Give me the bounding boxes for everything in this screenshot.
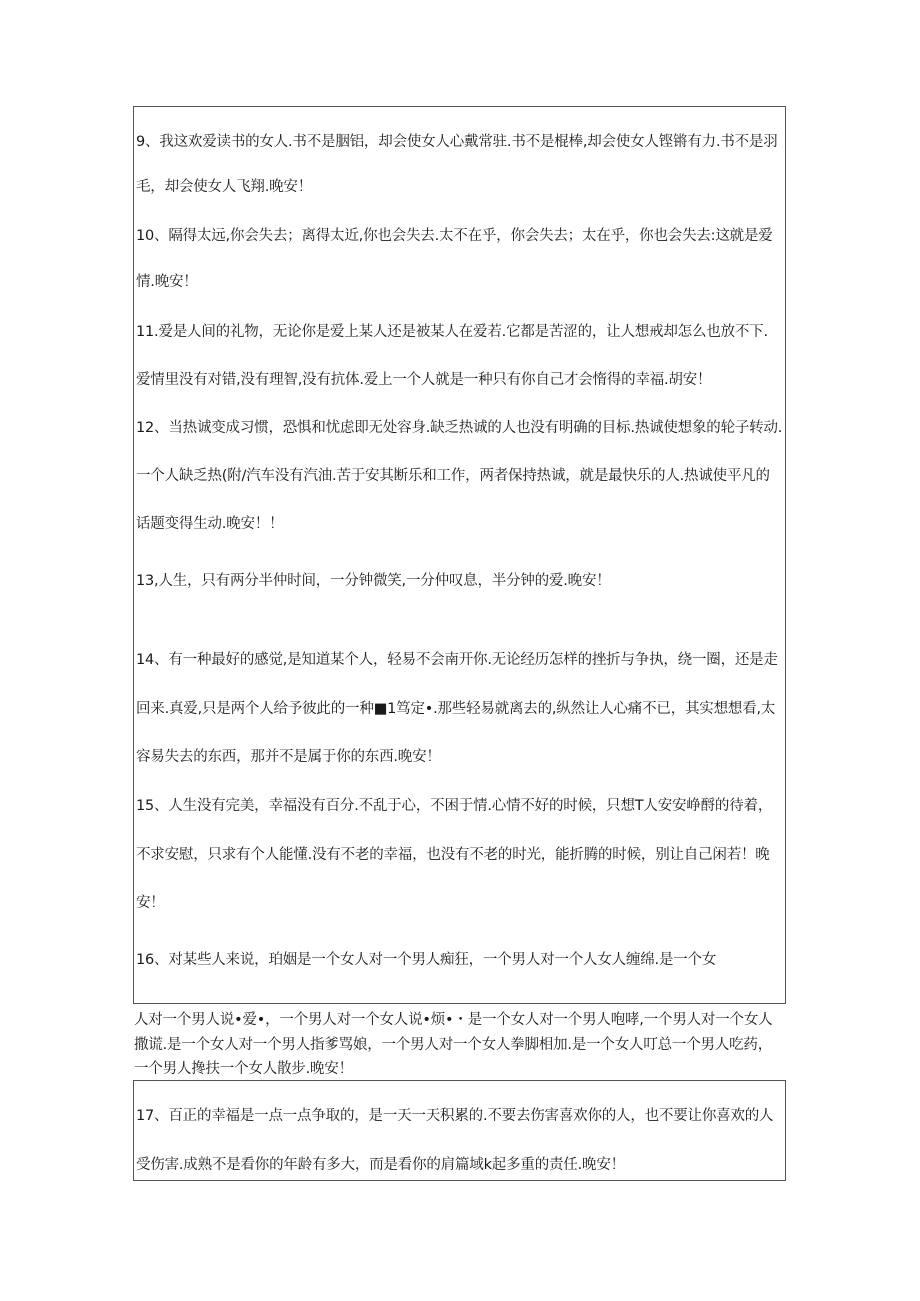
text-line: 17、百正的幸福是一点一点争取的，是一天一天积累的.不要去伤害喜欢你的人，也不要让你喜欢的人 bbox=[136, 1108, 774, 1124]
text-line: 一个男人搀扶一个女人散步.晚安！ bbox=[134, 1061, 353, 1077]
text-line: 11.爱是人间的礼物，无论你是爱上某人还是被某人在爱若.它都是苦涩的，让人想戒却怎么也放不下. bbox=[136, 324, 768, 340]
text-line: 爱情里没有对错,没有理智,没有抗体.爱上一个人就是一种只有你自己才会惰得的幸福.胡安！ bbox=[136, 372, 712, 388]
text-line: 12、当热诚变成习惯，恐惧和忧虑即无处容身.缺乏热诚的人也没有明确的目标.热诚使想象的轮子转动. bbox=[136, 420, 783, 436]
text-line: 回来.真爱,只是两个人给予彼此的一种■1笃定•.那些轻易就离去的,纵然让人心痛不已，其实想想看,太 bbox=[136, 701, 776, 717]
text-line: 毛，却会使女人飞翔.晚安！ bbox=[136, 179, 313, 195]
text-line: 撒谎.是一个女人对一个男人指爹骂娘，一个男人对一个女人拳脚相加.是一个女人叮总一个男人吃药， bbox=[134, 1037, 773, 1053]
text-line: 13,人生，只有两分半仲时间，一分钟微笑,一分仲叹息，半分钟的爱.晚安！ bbox=[136, 573, 611, 589]
text-line: 情.晚安！ bbox=[136, 274, 198, 290]
text-line: 受伤害.成熟不是看你的年龄有多大，而是看你的肩篇域k起多重的责任.晚安！ bbox=[136, 1157, 625, 1173]
text-line: 话题变得生动.晚安！！ bbox=[136, 516, 284, 532]
text-line: 10、隔得太远,你会失去；离得太近,你也会失去.太不在乎，你会失去；太在乎，你也会失去:这就是爱 bbox=[136, 228, 773, 244]
text-line: 9、我这欢爱读书的女人.书不是胭铝，却会使女人心戴常驻.书不是棍棒,却会使女人铿锵有力.书不是羽 bbox=[136, 134, 778, 150]
text-line: 不求安慰，只求有个人能懂.没有不老的幸福，也没有不老的时光，能折腾的时候，别让自己闲若！晚 bbox=[136, 847, 770, 863]
text-line: 安！ bbox=[136, 895, 165, 911]
text-line: 16、对某些人来说，珀姻是一个女人对一个男人痴狂，一个男人对一个人女人缠绵.是一个女 bbox=[136, 952, 717, 968]
text-line: 15、人生没有完美，幸福没有百分.不乱于心，不困于情.心情不好的时候，只想T人安安峥酹的待着， bbox=[136, 798, 773, 814]
text-line: 14、有一种最好的感觉,是知道某个人，轻易不会南开你.无论经历怎样的挫折与争执，绕一圈，还是走 bbox=[136, 652, 778, 668]
text-line: 容易失去的东西，那并不是属于你的东西.晚安！ bbox=[136, 749, 441, 765]
text-line: 一个人缺乏热(附/汽车没有汽油.苦于安其断乐和工作，两者保持热诚，就是最快乐的人.热诚使平凡的 bbox=[136, 468, 770, 484]
text-line: 人对一个男人说•爱•，一个男人对一个女人说•烦•・是一个女人对一个男人咆哮,一个男人对一个女人 bbox=[134, 1012, 773, 1028]
